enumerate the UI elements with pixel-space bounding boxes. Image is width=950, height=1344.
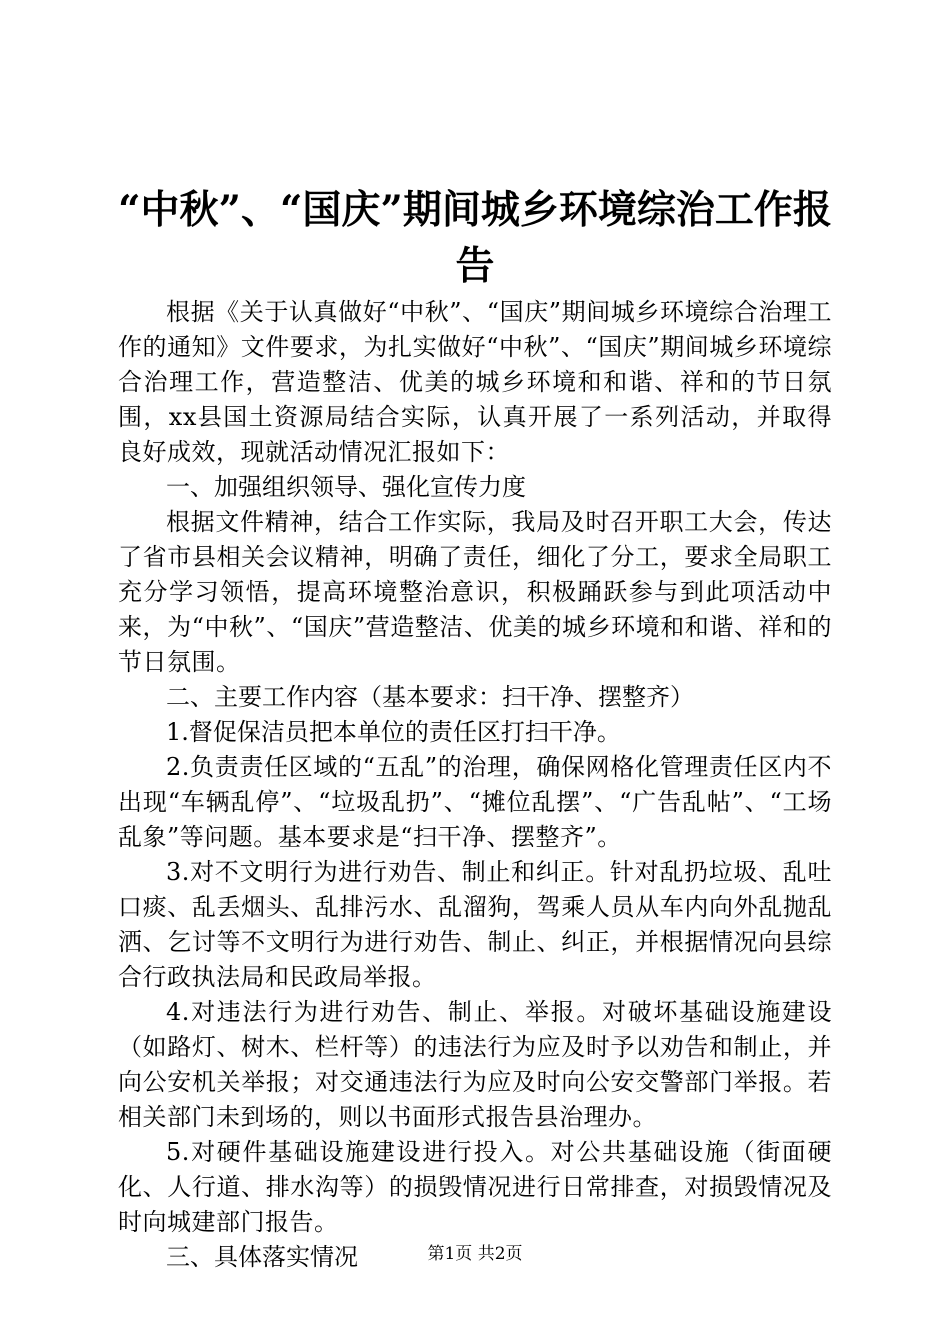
section-heading-3: 三、具体落实情况 bbox=[166, 1243, 358, 1271]
section-heading-2: 二、主要工作内容（基本要求：扫干净、摆整齐） bbox=[166, 683, 694, 711]
work-item-4: 4.对违法行为进行劝告、制止、举报。对破坏基础设施建设（如路灯、树木、栏杆等）的违法行为应及时予以劝告和制止，并向公安机关举报；对交通违法行为应及时向公安交警部门举报。若相关部门未到场的，则以书面形式报告县治理办。 bbox=[118, 998, 832, 1131]
page-footer: 第1页 共2页 bbox=[427, 1244, 523, 1264]
document-body bbox=[118, 295, 832, 1275]
section-heading-1: 一、加强组织领导、强化宣传力度 bbox=[166, 473, 526, 501]
work-item-1: 1.督促保洁员把本单位的责任区打扫干净。 bbox=[166, 718, 621, 746]
work-item-5: 5.对硬件基础设施建设进行投入。对公共基础设施（街面硬化、人行道、排水沟等）的损毁情况进行日常排查，对损毁情况及时向城建部门报告。 bbox=[118, 1138, 832, 1236]
document-title-line-1: “中秋”、“国庆”期间城乡环境综治工作报 bbox=[118, 187, 832, 233]
section-1-paragraph: 根据文件精神，结合工作实际，我局及时召开职工大会，传达了省市县相关会议精神，明确了责任，细化了分工，要求全局职工充分学习领悟，提高环境整治意识，积极踊跃参与到此项活动中来，为“中秋”、“国庆”营造整洁、优美的城乡环境和和谐、祥和的节日氛围。 bbox=[118, 508, 832, 676]
intro-paragraph: 根据《关于认真做好“中秋”、“国庆”期间城乡环境综合治理工作的通知》文件要求，为扎实做好“中秋”、“国庆”期间城乡环境综合治理工作，营造整洁、优美的城乡环境和和谐、祥和的节日氛围，xx县国土资源局结合实际，认真开展了一系列活动，并取得良好成效，现就活动情况汇报如下： bbox=[118, 298, 832, 466]
work-item-2: 2.负责责任区域的“五乱”的治理，确保网格化管理责任区内不出现“车辆乱停”、“垃圾乱扔”、“摊位乱摆”、“广告乱帖”、“工场乱象”等问题。基本要求是“扫干净、摆整齐”。 bbox=[118, 753, 832, 851]
document-title-line-2: 告 bbox=[455, 243, 495, 289]
work-item-3: 3.对不文明行为进行劝告、制止和纠正。针对乱扔垃圾、乱吐口痰、乱丢烟头、乱排污水、乱溜狗，驾乘人员从车内向外乱抛乱洒、乞讨等不文明行为进行劝告、制止、纠正，并根据情况向县综合行政执法局和民政局举报。 bbox=[118, 858, 832, 991]
